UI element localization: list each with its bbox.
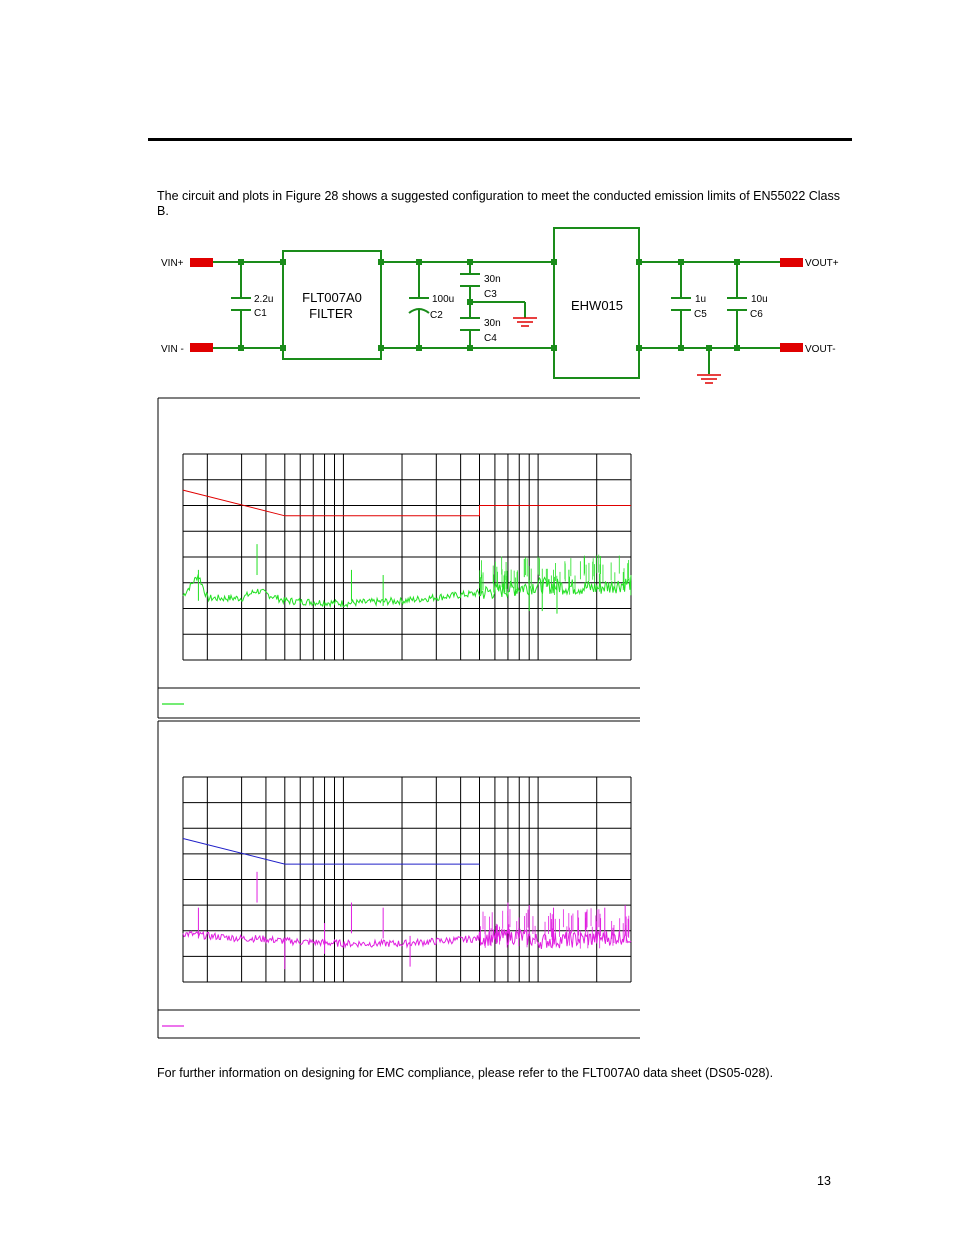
intro-paragraph: The circuit and plots in Figure 28 shows a suggested configuration to meet the conducted emission limits of EN55022 Class B. [157,189,841,218]
emc-filter-schematic [0,0,954,400]
neutral-emission-panel [158,721,640,1038]
c1-value: 2.2u [254,294,274,305]
limit-line [183,839,480,865]
vout-plus-terminal [780,258,803,267]
c6-ref: C6 [750,309,763,320]
c6-value: 10u [751,294,768,305]
c3-ref: C3 [484,289,497,300]
vin-minus-terminal [190,343,213,352]
filter-name-label: FLT007A0 [302,290,362,305]
ground-symbols [513,318,721,383]
vout-minus-terminal [780,343,803,352]
measurement-trace [183,575,631,607]
c4-ref: C4 [484,333,497,344]
footer-paragraph: For further information on designing for EMC compliance, please refer to the FLT007A0 data sheet (DS05-028). [157,1066,774,1080]
c3-value: 30n [484,274,501,285]
line-emission-panel [158,398,640,718]
c2-value: 100u [432,294,455,305]
limit-line [183,490,631,516]
filter-sub-label: FILTER [309,306,353,321]
vout-minus-label: VOUT- [805,344,836,355]
c1-ref: C1 [254,308,267,319]
c5-ref: C5 [694,309,707,320]
vin-minus-label: VIN - [161,344,184,355]
measurement-trace [183,929,631,949]
vin-plus-terminal [190,258,213,267]
c2-ref: C2 [430,310,443,321]
c5-value: 1u [695,294,707,305]
vout-plus-label: VOUT+ [805,258,839,269]
module-name-label: EHW015 [570,298,624,313]
c4-value: 30n [484,318,501,329]
page-number: 13 [817,1174,831,1188]
vin-plus-label: VIN+ [161,258,184,269]
